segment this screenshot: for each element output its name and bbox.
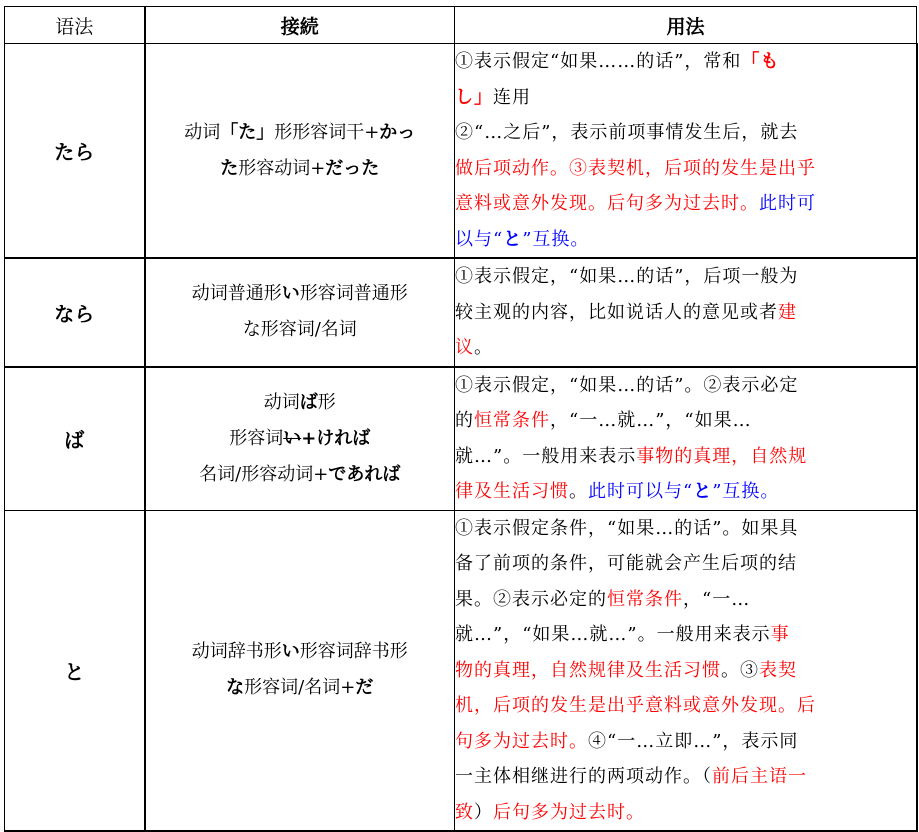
connection-line: 动词ば形 <box>263 391 336 413</box>
table-row-to <box>5 510 917 831</box>
header-grammar: 语法 <box>5 7 145 44</box>
usage-cell: ①表示假定，“如果…的话”。②表示必定 的恒常条件，“一…就…”，“如果… 就…”。一般用来表示事物的真理，自然规 律及生活习惯。此时可以与“と”互换。 <box>455 367 917 511</box>
connection-cell <box>145 44 455 259</box>
pattern-cell: なら <box>5 258 145 367</box>
connection-line: た形容动词+だった <box>220 157 380 179</box>
connection-line: 动词「た」形形容词干+かっ <box>184 121 416 143</box>
connection-line: 动词辞书形い形容词辞书形 <box>191 641 408 663</box>
usage-cell: ①表示假定条件，“如果…的话”。如果具 备了前项的条件，可能就会产生后项的结 果。②表示必定的恒常条件，“一… 就…”，“如果…就…”。一般用来表示事 物的真理，自然规律及生活习惯。③表契 机，后项的发生是出乎意料或意外发现。后 句多为过去时。④“一…立即…”，表示同 一主体相继进行的两项动作。（前后主语一 致）后句多为过去时。 <box>455 510 917 831</box>
connection-cell <box>145 510 455 831</box>
usage-cell: ①表示假定“如果……的话”，常和「も し」连用 ②“…之后”，表示前项事情发生后，就去 做后项动作。③表契机，后项的发生是出乎 意料或意外发现。后句多为过去时。此时可 以与“と”互换。 <box>455 44 917 259</box>
pattern-cell: たら <box>5 44 145 259</box>
connection-line: な形容词/名词 <box>242 319 357 341</box>
connection-line: な形容词/名词+だ <box>226 677 374 699</box>
header-usage: 用法 <box>455 7 917 44</box>
pattern-cell: と <box>5 510 145 831</box>
grammar-table <box>4 6 918 832</box>
table-row-ba <box>5 367 917 511</box>
table-row-tara <box>5 44 917 259</box>
connection-line: 形容词い+ければ <box>229 427 371 449</box>
header-connection: 接続 <box>145 7 455 44</box>
table-row-nara <box>5 258 917 367</box>
connection-line: 名词/形容动词+であれば <box>199 463 401 485</box>
header-row <box>5 7 917 44</box>
connection-cell <box>145 367 455 511</box>
connection-line: 动词普通形い形容词普通形 <box>191 283 408 305</box>
pattern-cell: ば <box>5 367 145 511</box>
usage-cell: ①表示假定，“如果…的话”，后项一般为 较主观的内容，比如说话人的意见或者建 议。 <box>455 258 917 367</box>
connection-cell <box>145 258 455 367</box>
